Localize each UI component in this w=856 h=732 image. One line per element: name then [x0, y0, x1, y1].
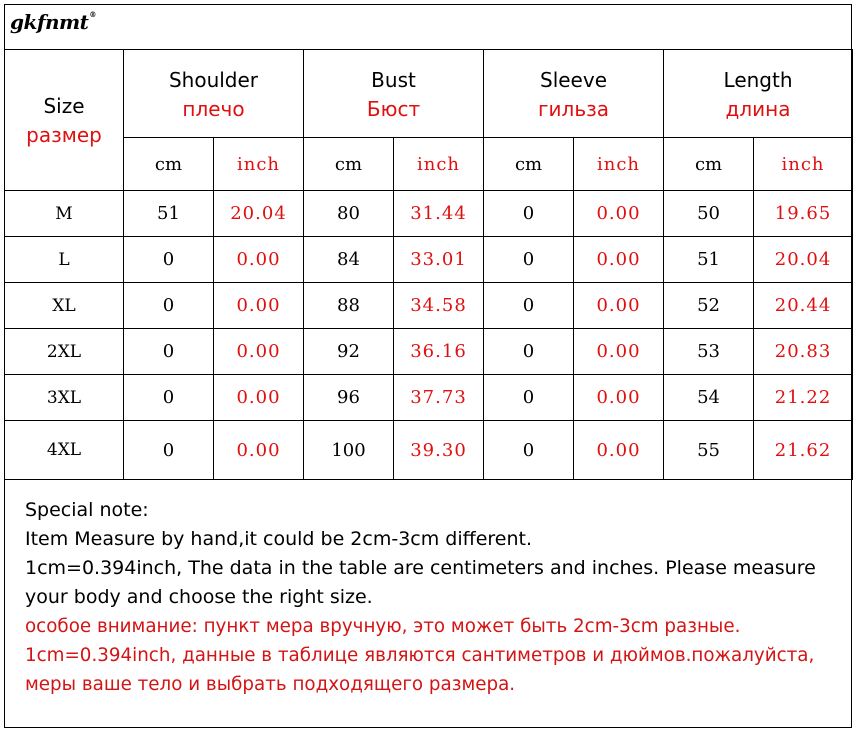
bust-in-cell: 39.30	[394, 421, 484, 480]
sleeve-in-cell: 0.00	[574, 237, 664, 283]
sleeve-in-cell: 0.00	[574, 191, 664, 237]
unit-inch: inch	[214, 138, 304, 191]
shoulder-in-cell: 0.00	[214, 237, 304, 283]
sleeve-cm-cell: 0	[484, 191, 574, 237]
length-in-cell: 20.83	[754, 329, 853, 375]
sleeve-label: Sleeve	[540, 67, 608, 92]
bust-in-cell: 34.58	[394, 283, 484, 329]
table-row	[5, 375, 853, 421]
sleeve-in-cell: 0.00	[574, 283, 664, 329]
length-cm-cell: 53	[664, 329, 754, 375]
note-line-ru: особое внимание: пункт мера вручную, это может быть 2cm-3cm разные.	[25, 616, 741, 637]
length-cm-cell: 51	[664, 237, 754, 283]
special-note	[25, 496, 845, 699]
size-header-en: Size	[43, 94, 85, 118]
length-cm-cell: 55	[664, 421, 754, 480]
sleeve-cm-cell: 0	[484, 329, 574, 375]
length-cm-cell: 52	[664, 283, 754, 329]
table-row	[5, 329, 853, 375]
length-cm-cell: 50	[664, 191, 754, 237]
length-header	[664, 50, 853, 138]
size-cell: 2XL	[5, 329, 124, 375]
note-line-ru: 1cm=0.394inch, данные в таблице являются сантиметров и дюймов.пожалуйста,	[25, 645, 815, 666]
sleeve-cm-cell: 0	[484, 375, 574, 421]
bust-cm-cell: 96	[304, 375, 394, 421]
bust-in-cell: 33.01	[394, 237, 484, 283]
shoulder-cm-cell: 0	[124, 375, 214, 421]
length-in-cell: 20.04	[754, 237, 853, 283]
note-line: 1cm=0.394inch, The data in the table are centimeters and inches. Please measure	[25, 557, 816, 579]
group-header-row	[5, 50, 853, 138]
unit-cm: cm	[664, 138, 754, 191]
note-line-ru: меры ваше тело и выбрать подходящего размера.	[25, 674, 516, 695]
length-in-cell: 21.62	[754, 421, 853, 480]
bust-cm-cell: 92	[304, 329, 394, 375]
shoulder-header	[124, 50, 304, 138]
shoulder-cm-cell: 0	[124, 421, 214, 480]
shoulder-in-cell: 0.00	[214, 375, 304, 421]
sleeve-cm-cell: 0	[484, 421, 574, 480]
size-cell: XL	[5, 283, 124, 329]
size-table	[4, 49, 853, 480]
unit-cm: cm	[484, 138, 574, 191]
sleeve-header	[484, 50, 664, 138]
sleeve-in-cell: 0.00	[574, 421, 664, 480]
unit-inch: inch	[754, 138, 853, 191]
length-in-cell: 20.44	[754, 283, 853, 329]
unit-inch: inch	[574, 138, 664, 191]
bust-cm-cell: 84	[304, 237, 394, 283]
shoulder-label-ru: плечо	[182, 96, 245, 121]
note-line: your body and choose the right size.	[25, 586, 373, 608]
sleeve-in-cell: 0.00	[574, 329, 664, 375]
table-row	[5, 237, 853, 283]
bust-cm-cell: 100	[304, 421, 394, 480]
shoulder-in-cell: 20.04	[214, 191, 304, 237]
size-cell: 4XL	[5, 421, 124, 480]
length-label: Length	[723, 67, 793, 92]
brand-logo: gkfnmt®	[10, 10, 96, 34]
bust-header	[304, 50, 484, 138]
unit-inch: inch	[394, 138, 484, 191]
length-in-cell: 19.65	[754, 191, 853, 237]
unit-header-row	[5, 138, 853, 191]
shoulder-label: Shoulder	[168, 67, 259, 92]
sleeve-label-ru: гильза	[538, 96, 609, 121]
bust-label-ru: Бюст	[366, 96, 421, 121]
length-cm-cell: 54	[664, 375, 754, 421]
shoulder-cm-cell: 0	[124, 283, 214, 329]
shoulder-in-cell: 0.00	[214, 329, 304, 375]
table-row	[5, 283, 853, 329]
size-header-ru: размер	[26, 123, 102, 147]
shoulder-cm-cell: 51	[124, 191, 214, 237]
bust-cm-cell: 80	[304, 191, 394, 237]
note-line: Item Measure by hand,it could be 2cm-3cm different.	[25, 528, 533, 550]
shoulder-cm-cell: 0	[124, 329, 214, 375]
size-header-cell	[5, 50, 124, 191]
sleeve-cm-cell: 0	[484, 237, 574, 283]
table-row	[5, 191, 853, 237]
shoulder-in-cell: 0.00	[214, 421, 304, 480]
shoulder-in-cell: 0.00	[214, 283, 304, 329]
bust-cm-cell: 88	[304, 283, 394, 329]
length-label-ru: длина	[725, 96, 791, 121]
shoulder-cm-cell: 0	[124, 237, 214, 283]
unit-cm: cm	[124, 138, 214, 191]
length-in-cell: 21.22	[754, 375, 853, 421]
unit-cm: cm	[304, 138, 394, 191]
bust-in-cell: 31.44	[394, 191, 484, 237]
size-cell: M	[5, 191, 124, 237]
table-row	[5, 421, 853, 480]
sleeve-in-cell: 0.00	[574, 375, 664, 421]
size-cell: 3XL	[5, 375, 124, 421]
note-title: Special note:	[25, 499, 149, 521]
bust-label: Bust	[371, 67, 416, 92]
sleeve-cm-cell: 0	[484, 283, 574, 329]
bust-in-cell: 37.73	[394, 375, 484, 421]
bust-in-cell: 36.16	[394, 329, 484, 375]
size-cell: L	[5, 237, 124, 283]
